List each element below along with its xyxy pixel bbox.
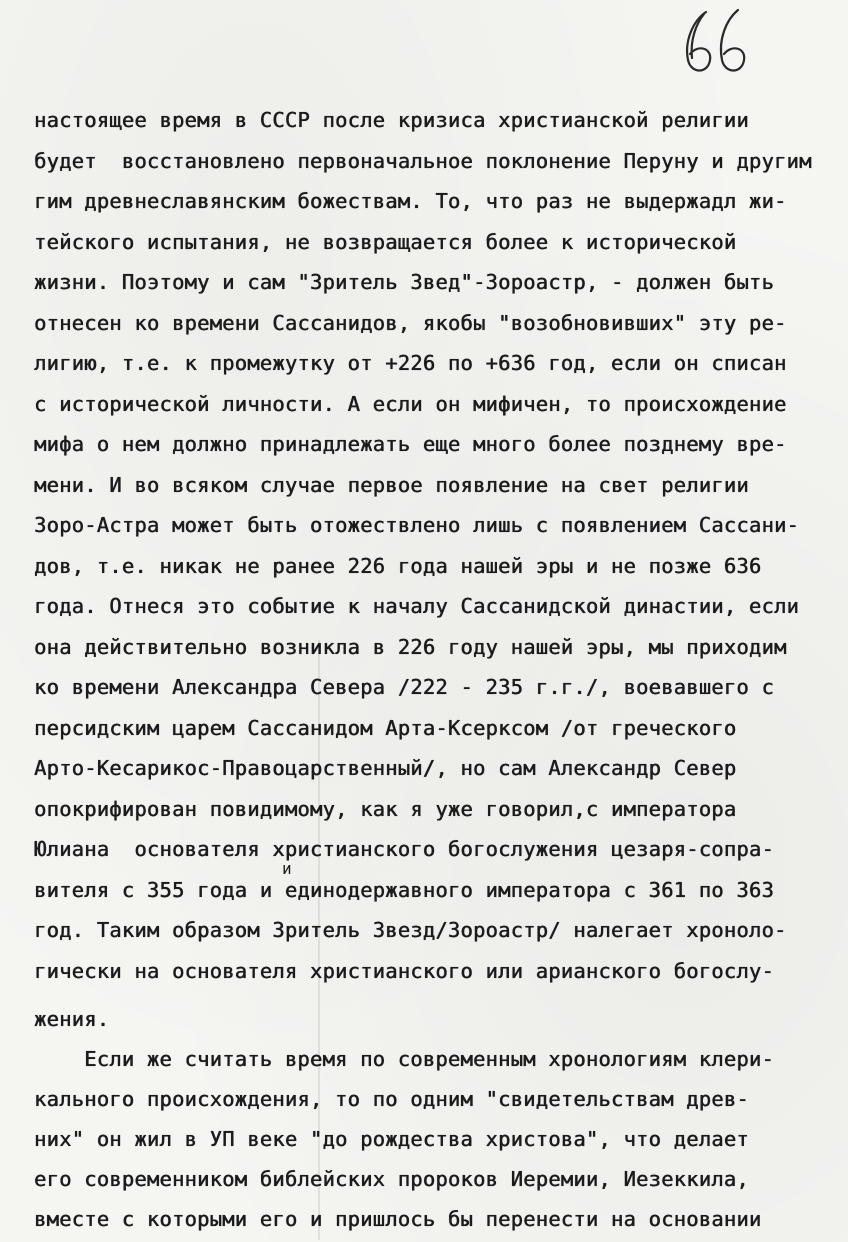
- text-line: мифа о нем должно принадлежать еще много более позднему вре-: [34, 432, 787, 456]
- text-line: мени. И во всяком случае первое появление на свет религии: [34, 472, 749, 497]
- text-line: год. Таким образом Зритель Звезд/Зороастр/ налегает хроноло-: [34, 918, 787, 942]
- text-line: Юлиана основателя христианского богослужения цезаря-сопра-: [34, 837, 774, 861]
- text-line: гически на основателя христианского или арианского богослу-: [34, 958, 774, 983]
- handwritten-page-number: [676, 6, 756, 82]
- text-line: она действительно возникла в 226 году нашей эры, мы приходим: [34, 634, 787, 659]
- text-line: опокрифирован повидимому, как я уже говорил,с императора: [34, 796, 737, 821]
- text-line: дов, т.е. никак не ранее 226 года нашей эры и не позже 636: [34, 553, 762, 578]
- text-line: вместе с которыми его и пришлось бы перенести на основании: [34, 1207, 762, 1231]
- handwritten-66-icon: [676, 6, 756, 82]
- text-line: его современником библейских пророков Иеремии, Иезеккила,: [34, 1167, 749, 1191]
- text-line: жизни. Поэтому и сам "Зритель Звед"-Зороастр, - должен быть: [34, 270, 774, 294]
- text-line: кального происхождения, то по одним "свидетельствам древ-: [34, 1087, 749, 1111]
- text-line: Зоро-Астра может быть отожествлено лишь с появлением Сассани-: [34, 513, 800, 537]
- text-line: настоящее время в СССР после кризиса христианской религии: [34, 108, 749, 132]
- text-line: ко времени Александра Севера /222 - 235 г.г./, воевавшего с: [34, 675, 774, 699]
- text-line: Арто-Кесарикос-Правоцарственный/, но сам Александр Север: [34, 756, 737, 780]
- text-line: жения.: [34, 1007, 110, 1031]
- text-line: персидским царем Сассанидом Арта-Ксерксом /от греческого: [34, 715, 737, 740]
- text-line: лигию, т.е. к промежутку от +226 по +636 год, если он списан: [34, 351, 787, 375]
- text-line: них" он жил в УП веке "до рождества христова", что делает: [34, 1127, 749, 1151]
- text-line: тейского испытания, не возвращается более к исторической: [34, 229, 737, 254]
- text-line: Если же считать время по современным хронологиям клери-: [34, 1047, 774, 1071]
- text-line: отнесен ко времени Сассанидов, якобы "возобновивших" эту ре-: [34, 310, 787, 335]
- text-line: будет восстановлено первоначальное поклонение Перуну и другим: [34, 148, 812, 173]
- text-line: гим древнеславянским божествам. То, что раз не выдержадл жи-: [34, 189, 787, 213]
- text-line: с исторической личности. А если он мифичен, то происхождение: [34, 391, 787, 416]
- text-line: года. Отнеся это событие к началу Сассанидской династии, если: [34, 594, 800, 618]
- insertion-mark: и: [282, 858, 292, 878]
- text-line: вителя с 355 года и единодержавного императора с 361 по 363: [34, 877, 774, 902]
